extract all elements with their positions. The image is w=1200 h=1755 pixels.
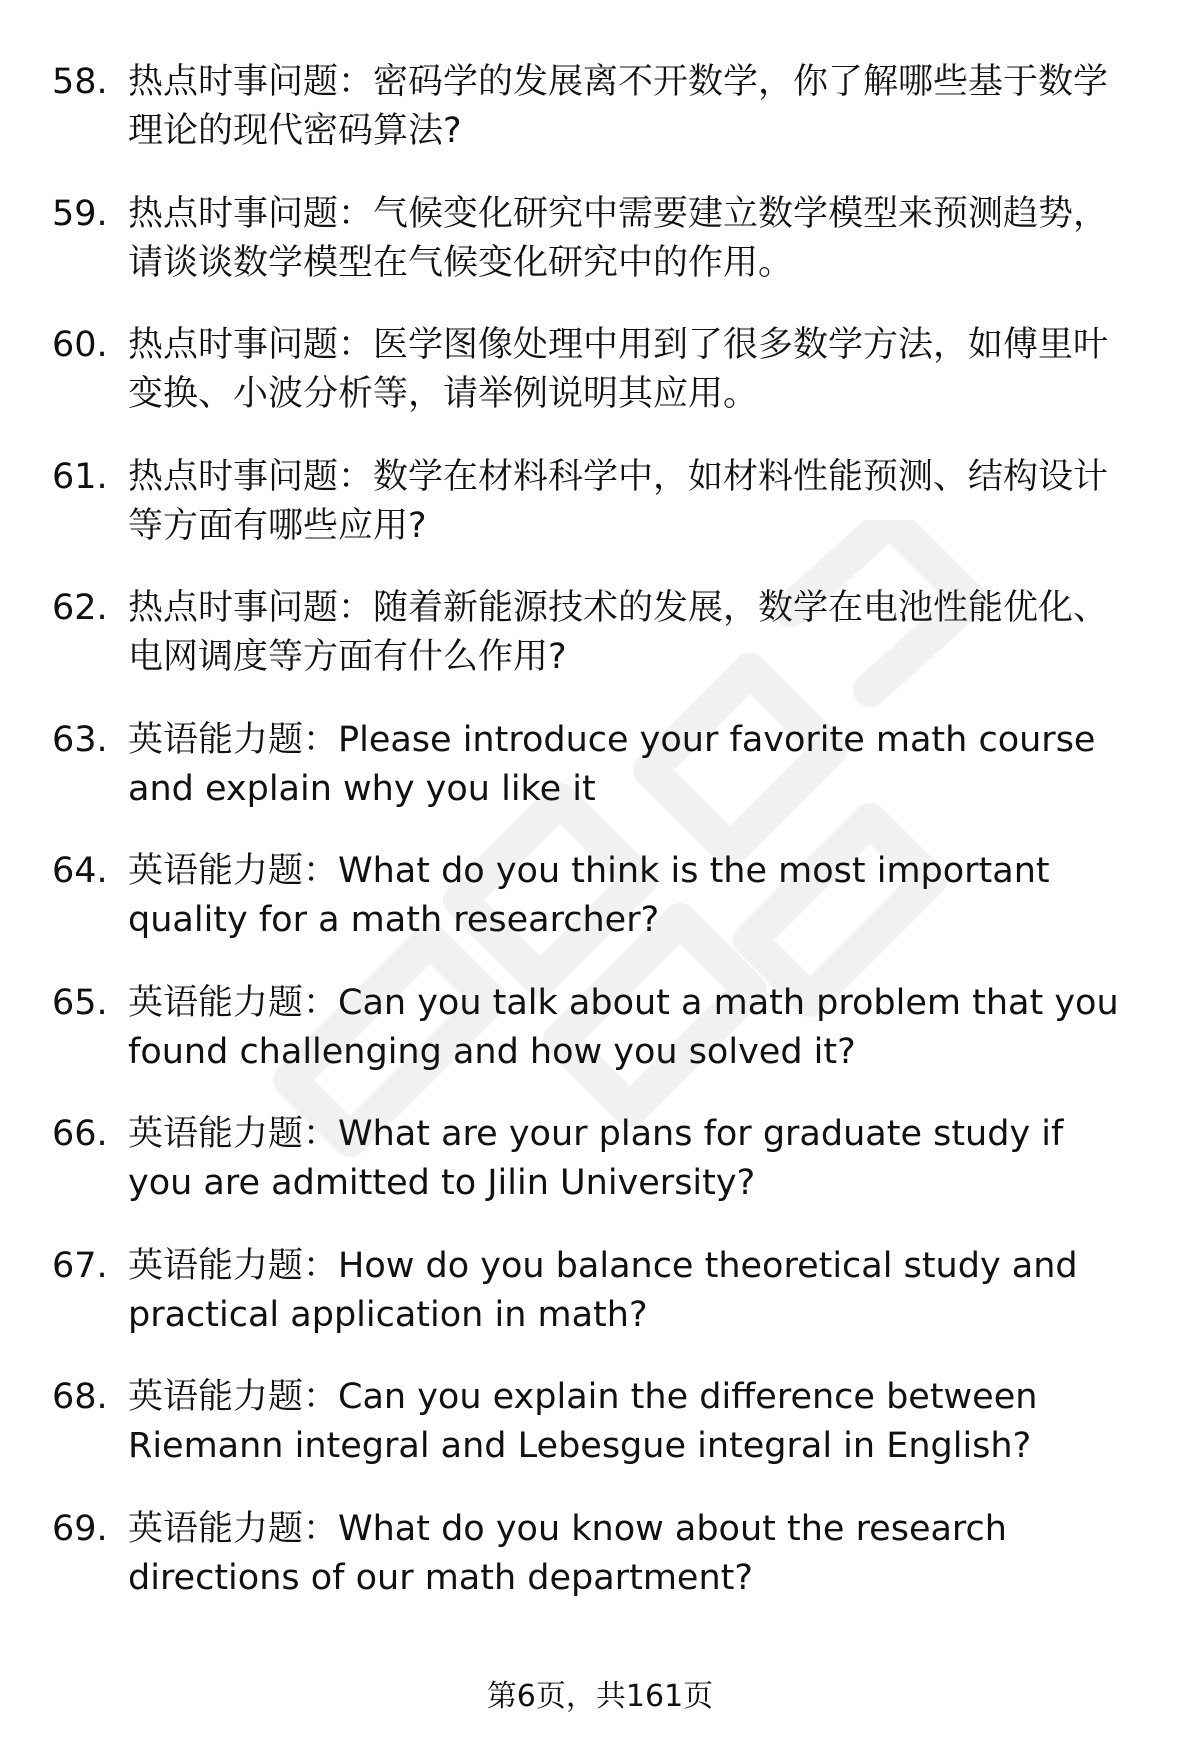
question-number: 69. <box>52 1508 108 1549</box>
question-item <box>0 1110 1200 1242</box>
question-item <box>0 847 1200 979</box>
question-number: 68. <box>52 1377 108 1417</box>
question-text: 热点时事问题：密码学的发展离不开数学，你了解哪些基于数学理论的现代密码算法? <box>128 62 1109 151</box>
question-text: 英语能力题：Can you explain the difference between Riemann integral and Lebesgue integral in English? <box>128 1377 1038 1466</box>
question-item <box>0 58 1200 190</box>
question-number: 67. <box>52 1245 108 1286</box>
question-text: 英语能力题：What are your plans for graduate study if you are admitted to Jilin University? <box>128 1114 1064 1203</box>
question-list <box>0 58 1200 1636</box>
question-item <box>0 190 1200 322</box>
question-text: 热点时事问题：气候变化研究中需要建立数学模型来预测趋势，请谈谈数学模型在气候变化研究中的作用。 <box>128 193 1109 283</box>
question-text: 英语能力题：Please introduce your favorite math course and explain why you like it <box>128 719 1096 809</box>
question-item <box>0 584 1200 716</box>
question-number: 65. <box>52 982 108 1023</box>
question-number: 63. <box>52 719 108 760</box>
question-item <box>0 321 1200 453</box>
question-text: 英语能力题：Can you talk about a math problem that you found challenging and how you solved it? <box>128 982 1119 1072</box>
question-text: 热点时事问题：随着新能源技术的发展，数学在电池性能优化、电网调度等方面有什么作用? <box>128 588 1109 677</box>
question-number: 64. <box>52 851 108 891</box>
question-item <box>0 716 1200 848</box>
question-text: 英语能力题：How do you balance theoretical study and practical application in math? <box>128 1245 1078 1335</box>
question-number: 66. <box>52 1114 108 1154</box>
question-item <box>0 1242 1200 1374</box>
question-item <box>0 979 1200 1111</box>
question-number: 58. <box>52 62 108 102</box>
question-number: 60. <box>52 325 108 365</box>
question-text: 热点时事问题：数学在材料科学中，如材料性能预测、结构设计等方面有哪些应用? <box>128 456 1109 546</box>
question-item <box>0 1373 1200 1505</box>
page-footer: 第6页，共161页 <box>486 1679 714 1714</box>
question-text: 英语能力题：What do you think is the most important quality for a math researcher? <box>128 851 1050 940</box>
question-text: 热点时事问题：医学图像处理中用到了很多数学方法，如傅里叶变换、小波分析等，请举例说明其应用。 <box>128 325 1109 414</box>
question-item <box>0 1505 1200 1637</box>
question-number: 61. <box>52 456 108 497</box>
question-number: 62. <box>52 588 108 628</box>
question-item <box>0 453 1200 585</box>
question-text: 英语能力题：What do you know about the research directions of our math department? <box>128 1508 1007 1598</box>
question-number: 59. <box>52 193 108 234</box>
